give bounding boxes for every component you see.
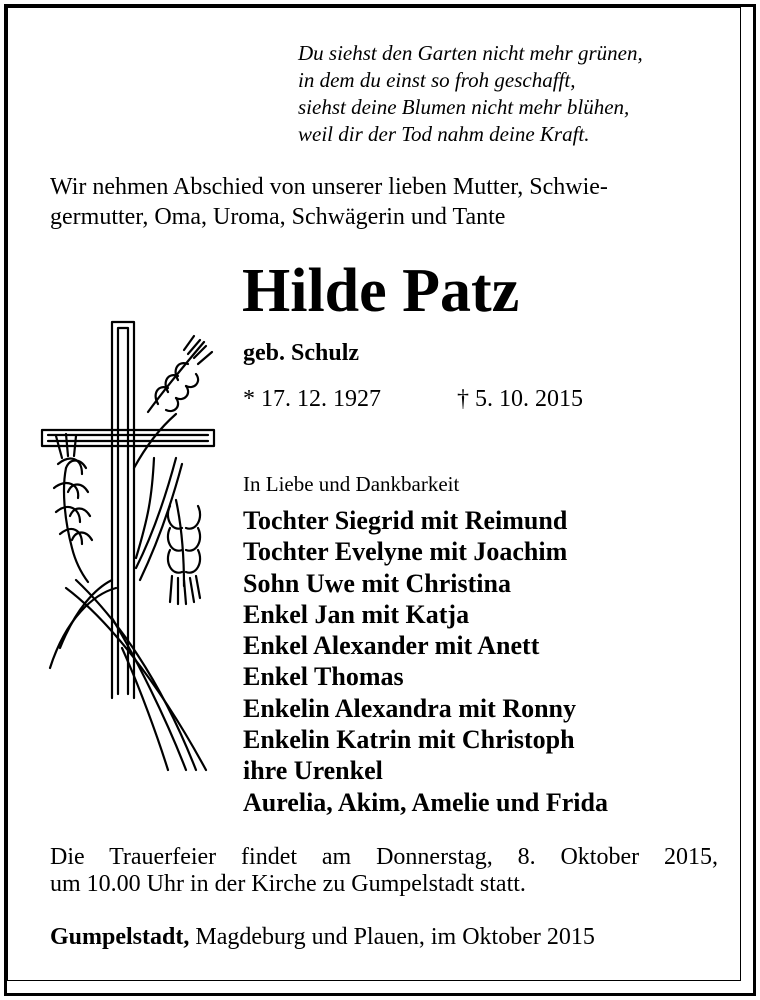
deceased-name: Hilde Patz (242, 257, 520, 325)
funeral-service-info (50, 844, 718, 898)
intro-line: Wir nehmen Abschied von unserer lieben Mutter, Schwie- (50, 174, 608, 200)
cross-with-wheat-icon (36, 318, 222, 772)
poem-line: Du siehst den Garten nicht mehr grünen, (298, 41, 643, 65)
mourner-line: Tochter Siegrid mit Reimund (243, 506, 568, 535)
birth-name: geb. Schulz (243, 340, 360, 366)
mourners-list (243, 505, 608, 818)
mourner-line: Tochter Evelyne mit Joachim (243, 537, 568, 567)
mourner-line: Enkel Jan mit Katja (243, 599, 470, 629)
place-town: Gumpelstadt, (50, 924, 190, 950)
mourner-line: Sohn Uwe mit Christina (243, 568, 511, 598)
life-dates (243, 384, 583, 414)
poem (298, 40, 643, 148)
mourner-line: Enkel Alexander mit Anett (243, 631, 540, 661)
mourner-line: Enkelin Katrin mit Christoph (243, 725, 575, 755)
place-rest: Magdeburg und Plauen, im Oktober 2015 (189, 924, 595, 950)
mourner-line: Enkelin Alexandra mit Ronny (243, 693, 577, 723)
service-line: Die Trauerfeier findet am Donnerstag, 8. Oktober 2015, (50, 844, 718, 870)
dedication: In Liebe und Dankbarkeit (243, 472, 460, 496)
intro-text (50, 172, 608, 232)
poem-line: siehst deine Blumen nicht mehr blühen, (298, 95, 630, 119)
mourner-line: Aurelia, Akim, Amelie und Frida (243, 787, 608, 817)
death-date: † 5. 10. 2015 (457, 386, 583, 412)
mourner-line: Enkel Thomas (243, 662, 404, 692)
service-line: um 10.00 Uhr in der Kirche zu Gumpelstadt statt. (50, 871, 526, 897)
poem-line: in dem du einst so froh geschafft, (298, 68, 576, 92)
mourner-line: ihre Urenkel (243, 756, 383, 786)
birth-date: * 17. 12. 1927 (243, 386, 381, 412)
place-and-date (50, 922, 595, 952)
poem-line: weil dir der Tod nahm deine Kraft. (298, 122, 590, 146)
intro-line: germutter, Oma, Uroma, Schwägerin und Tante (50, 204, 506, 230)
